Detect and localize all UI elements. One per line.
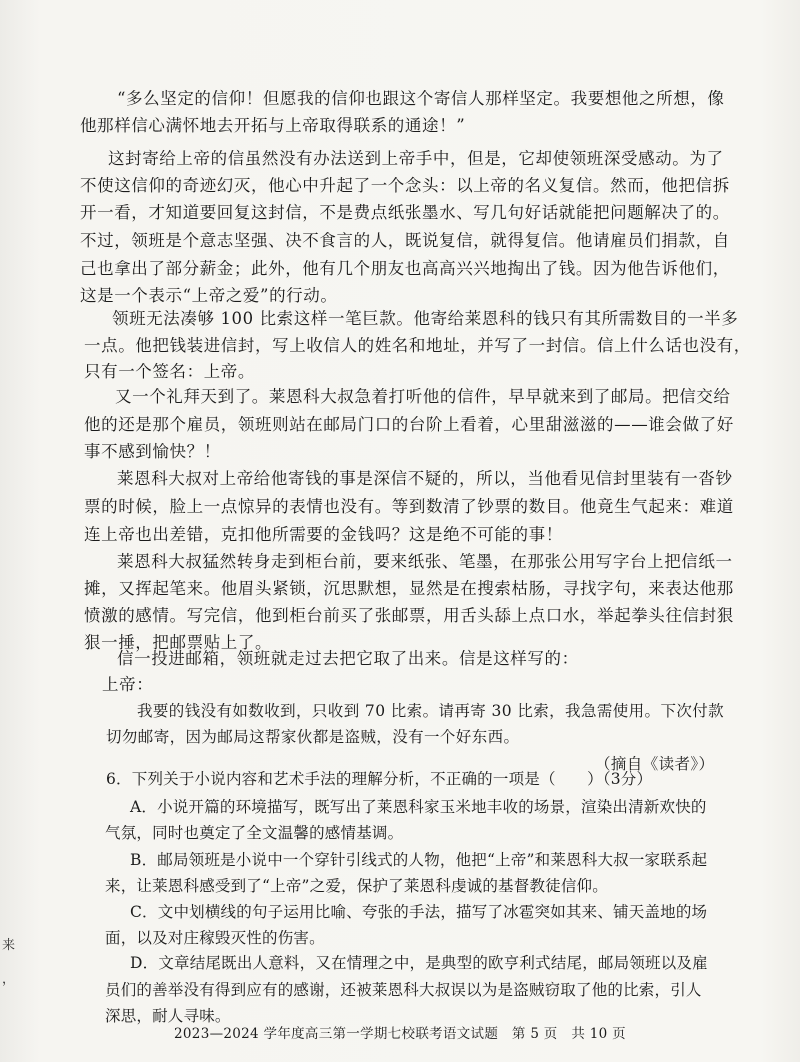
page-footer: 2023—2024 学年度高三第一学期七校联考语文试题 第 5 页 共 10 页 [174,1026,626,1042]
letter-salutation: 上帝： [102,675,154,694]
option-b-cont: 来，让莱恩科感受到了“上帝”之爱，保护了莱恩科虔诚的基督教徒信仰。 [105,877,608,895]
option-a-cont: 气氛，同时也奠定了全文温馨的感情基调。 [105,824,404,842]
passage-line: 只有一个签名：上帝。 [84,362,255,381]
passage-line: 事不感到愉快？！ [84,442,221,461]
passage-line: 领班无法凑够 100 比索这样一笔巨款。他寄给莱恩科的钱只有其所需数目的一半多 [112,309,739,328]
passage-line: “多么坚定的信仰！但愿我的信仰也跟这个寄信人那样坚定。我要想他之所想，像 [117,89,725,108]
option-b: B．邮局领班是小说中一个穿针引线式的人物，他把“上帝”和莱恩科大叔一家联系起 [130,851,708,869]
passage-line: 己也拿出了部分薪金；此外，他有几个朋友也高高兴兴地掏出了钱。因为他告诉他们， [80,259,730,278]
passage-line: 信一投进邮箱，领班就走过去把它取了出来。信是这样写的： [117,649,579,668]
passage-line: 摊，又挥起笔来。他眉头紧锁，沉思默想，显然是在搜索枯肠，寻找字句，来表达他那 [84,579,734,598]
passage-line: 这封寄给上帝的信虽然没有办法送到上帝手中，但是，它却使领班深受感动。为了 [108,149,724,168]
passage-line: 又一个礼拜天到了。莱恩科大叔急着打听他的信件，早早就来到了邮局。把信交给 [115,387,731,406]
passage-line: 这是一个表示“上帝之爱”的行动。 [80,286,338,305]
passage-line: 他的还是那个雇员，领班则站在邮局门口的台阶上看着，心里甜滋滋的——谁会做了好 [84,415,734,434]
letter-body-line: 我要的钱没有如数收到，只收到 70 比索。请再寄 30 比索，我急需使用。下次付款 [137,702,725,720]
passage-line: 愤激的感情。写完信，他到柜台前买了张邮票，用舌头舔上点口水，举起拳头往信封狠 [84,606,734,625]
passage-line: 开一看，才知道要回复这封信，不是费点纸张墨水、写几句好话就能把问题解决了的。 [80,203,730,222]
passage-line: 莱恩科大叔猛然转身走到柜台前，要来纸张、笔墨，在那张公用写字台上把信纸一 [117,552,733,571]
passage-line: 连上帝也出差错，克扣他所需要的金钱吗？这是绝不可能的事！ [84,525,563,544]
edge-mark: ， [2,972,16,987]
passage-line: 不过，领班是个意志坚强、决不食言的人，既说复信，就得复信。他请雇员们捐款，自 [80,231,730,250]
passage-line: 他那样信心满怀地去开拓与上帝取得联系的通途！” [80,116,466,135]
edge-mark: 来 [2,938,16,953]
option-d-cont: 员们的善举没有得到应有的感谢，还被莱恩科大叔误以为是盗贼窃取了他的比索，引人 [105,981,702,999]
passage-line: 狠一捶，把邮票贴上了。 [84,633,273,652]
passage-line: 莱恩科大叔对上帝给他寄钱的事是深信不疑的，所以，当他看见信封里装有一沓钞 [117,469,733,488]
passage-line: 不使这信仰的奇迹幻灭，他心中升起了一个念头：以上帝的名义复信。然而，他把信拆 [80,176,730,195]
passage-line: 票的时候，脸上一点惊异的表情也没有。等到数清了钞票的数目。他竟生气起来：难道 [84,497,734,516]
passage-line: 一点。他把钱装进信封，写上收信人的姓名和地址，并写了一封信。信上什么话也没有， [84,336,751,355]
option-c: C．文中划横线的句子运用比喻、夸张的手法，描写了冰雹突如其来、铺天盖地的场 [130,903,708,921]
option-d: D．文章结尾既出人意料，又在情理之中，是典型的欧亨利式结尾，邮局领班以及雇 [130,954,708,972]
source-citation: （摘自《读者》） [595,755,715,773]
option-c-cont: 面，以及对庄稼毁灭性的伤害。 [105,929,325,947]
question-stem: 6．下列关于小说内容和艺术手法的理解分析，不正确的一项是（ ）（3分） [106,770,653,788]
option-a: A．小说开篇的环境描写，既写出了莱恩科家玉米地丰收的场景，渲染出清新欢快的 [130,798,707,816]
letter-body-line: 切勿邮寄，因为邮局这帮家伙都是盗贼，没有一个好东西。 [106,728,520,746]
option-d-cont: 深思，耐人寻味。 [105,1007,231,1025]
